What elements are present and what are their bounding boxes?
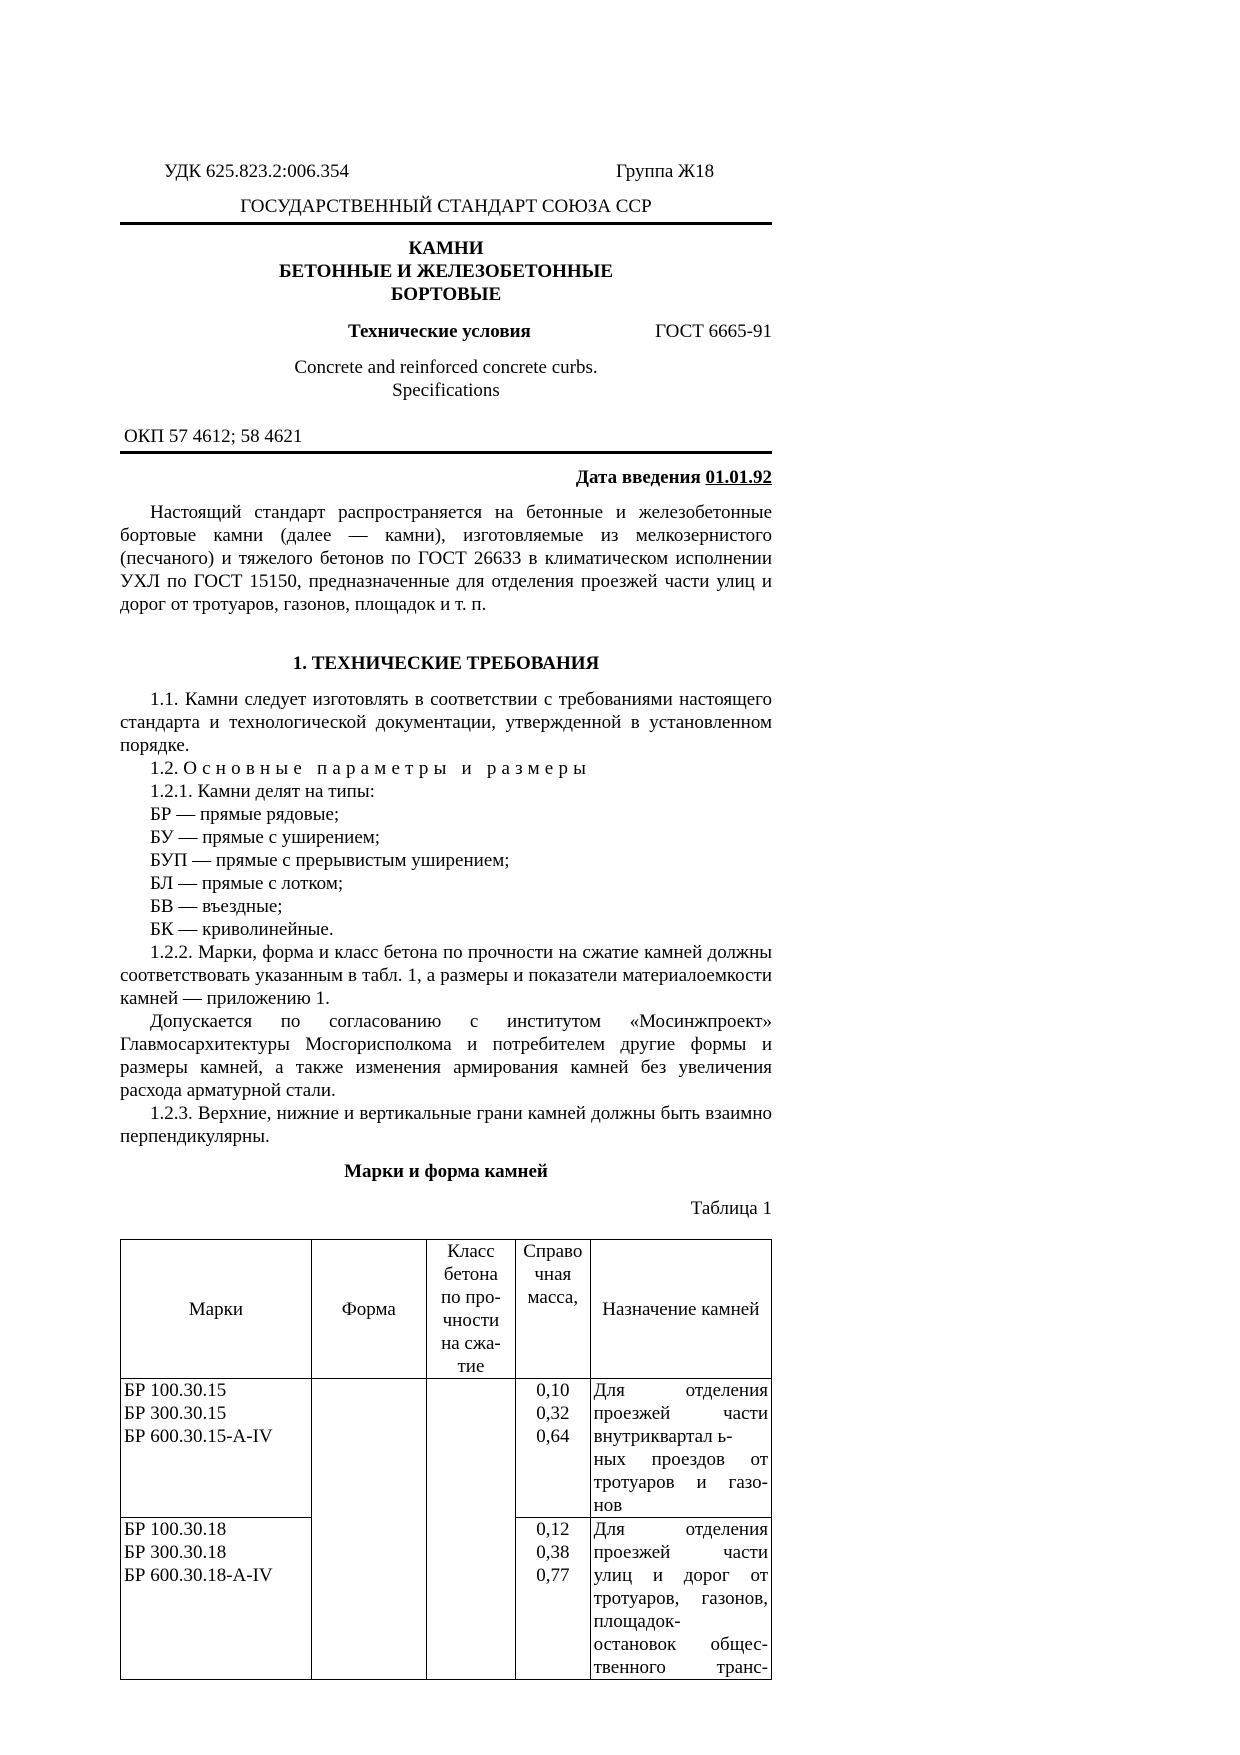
purpose-line: твенного транс- <box>593 1657 768 1678</box>
paragraph-1-2-1: 1.2.1. Камни делят на типы: <box>150 781 375 802</box>
header-concrete-class <box>426 1240 515 1379</box>
intro-date-value: 01.01.92 <box>705 467 772 488</box>
header-class-line: по про- <box>440 1287 501 1308</box>
mark-value: БР 600.30.15-А-IV <box>124 1426 273 1447</box>
header-purpose: Назначение камней <box>590 1240 771 1379</box>
header-form: Форма <box>311 1240 426 1379</box>
okp-code: ОКП 57 4612; 58 4621 <box>124 426 303 447</box>
udk-code: УДК 625.823.2:006.354 <box>164 161 349 182</box>
english-title-line-2: Specifications <box>392 380 500 401</box>
header-marks: Марки <box>121 1240 312 1379</box>
paragraph-1-2-3: 1.2.3. Верхние, нижние и вертикальные грани камней должны быть взаимно перпендикулярны. <box>120 1103 772 1147</box>
mark-value: БР 300.30.15 <box>124 1403 227 1424</box>
purpose-line: площадок- <box>593 1611 681 1632</box>
table-header-row <box>121 1240 772 1379</box>
mass-value: 0,77 <box>536 1565 570 1586</box>
mark-value: БР 100.30.15 <box>124 1380 227 1401</box>
mass-value: 0,38 <box>536 1542 570 1563</box>
mass-value: 0,12 <box>536 1519 570 1540</box>
subtitle: Технические условия <box>348 321 531 342</box>
purpose-line: проезжей части <box>593 1403 768 1424</box>
type-item: БВ — въездные; <box>150 896 283 917</box>
purpose-line: тротуаров, газонов, <box>593 1588 768 1609</box>
english-title-line-1: Concrete and reinforced concrete curbs. <box>294 357 598 378</box>
purpose-line: тротуаров и газо- <box>593 1472 768 1493</box>
mass-value: 0,64 <box>536 1426 570 1447</box>
cell-marks <box>121 1518 312 1680</box>
paragraph-allowed: Допускается по согласованию с институтом «Мосинжпроект» Главмосархитектуры Мосгорисполкома и потребителем другие формы и размеры камней, а также изменения армирования камней без увеличения расхода арматурной стали. <box>120 1011 772 1101</box>
table-label: Таблица 1 <box>690 1198 772 1219</box>
type-item: БУП — прямые с прерывистым уширением; <box>150 850 510 871</box>
type-item: БР — прямые рядовые; <box>150 804 340 825</box>
okp-rule <box>120 451 772 454</box>
title-line-1: КАМНИ <box>408 238 484 259</box>
paragraph-1-2 <box>150 757 591 780</box>
group-code: Группа Ж18 <box>616 161 715 182</box>
header-class-line: тие <box>457 1356 485 1377</box>
cell-concrete-class <box>426 1379 515 1680</box>
intro-date-label: Дата введения <box>575 467 701 488</box>
intro-paragraph: Настоящий стандарт распространяется на бетонные и железобетонные бортовые камни (далее — камни), изготовляемые из мелкозернистого (песчаного) и тяжелого бетонов по ГОСТ 26633 в климатическом исполнении УХЛ по ГОСТ 15150, предназначенные для отделения проезжей части улиц и дорог от тротуаров, газонов, площадок и т. п. <box>120 502 772 615</box>
header-mass-line: Справо <box>523 1241 583 1262</box>
purpose-line: улиц и дорог от <box>593 1565 768 1586</box>
mass-value: 0,10 <box>536 1380 570 1401</box>
type-item: БУ — прямые с уширением; <box>150 827 381 848</box>
cell-purpose <box>590 1379 771 1518</box>
header-mass-line: чная <box>534 1264 572 1285</box>
header-class-line: на сжа- <box>441 1333 501 1354</box>
header-class-line: бетона <box>443 1264 498 1285</box>
paragraph-1-2-title: Основные параметры и размеры <box>183 758 592 779</box>
purpose-line: ных проездов от <box>593 1449 768 1470</box>
purpose-line: Для отделения <box>593 1519 768 1540</box>
type-item: БК — криволинейные. <box>150 919 334 940</box>
purpose-line: Для отделения <box>593 1380 768 1401</box>
section-heading: 1. ТЕХНИЧЕСКИЕ ТРЕБОВАНИЯ <box>292 653 600 674</box>
header-mass <box>516 1240 591 1379</box>
header-mass-line: масса, <box>527 1287 579 1308</box>
gost-number: ГОСТ 6665-91 <box>655 321 772 342</box>
header-rule <box>120 222 772 225</box>
purpose-line: внутриквартал ь- <box>593 1426 733 1447</box>
header-class-line: чности <box>442 1310 500 1331</box>
cell-purpose <box>590 1518 771 1680</box>
type-item: БЛ — прямые с лотком; <box>150 873 344 894</box>
paragraph-1-1: 1.1. Камни следует изготовлять в соответствии с требованиями настоящего стандарта и технологической документации, утвержденной в установленном порядке. <box>120 689 772 756</box>
cell-marks <box>121 1379 312 1518</box>
purpose-line: нов <box>593 1495 623 1516</box>
table-row <box>121 1379 772 1518</box>
paragraph-1-2-number: 1.2. <box>150 758 179 779</box>
intro-date <box>576 466 772 489</box>
purpose-line: остановок общес- <box>593 1634 768 1655</box>
paragraph-1-2-2: 1.2.2. Марки, форма и класс бетона по прочности на сжатие камней должны соответствовать указанным в табл. 1, а размеры и показатели материалоемкости камней — приложению 1. <box>120 942 772 1009</box>
cell-mass <box>516 1379 591 1518</box>
marks-table <box>120 1239 772 1680</box>
mark-value: БР 100.30.18 <box>124 1519 227 1540</box>
title-line-2: БЕТОННЫЕ И ЖЕЛЕЗОБЕТОННЫЕ <box>278 261 613 282</box>
mark-value: БР 300.30.18 <box>124 1542 227 1563</box>
mass-value: 0,32 <box>536 1403 570 1424</box>
header-class-line: Класс <box>447 1241 495 1262</box>
mark-value: БР 600.30.18-А-IV <box>124 1565 273 1586</box>
purpose-line: проезжей части <box>593 1542 768 1563</box>
state-standard-title: ГОСУДАРСТВЕННЫЙ СТАНДАРТ СОЮЗА ССР <box>240 196 652 217</box>
title-line-3: БОРТОВЫЕ <box>390 284 502 305</box>
cell-form <box>311 1379 426 1680</box>
table-title: Марки и форма камней <box>344 1161 548 1182</box>
cell-mass <box>516 1518 591 1680</box>
